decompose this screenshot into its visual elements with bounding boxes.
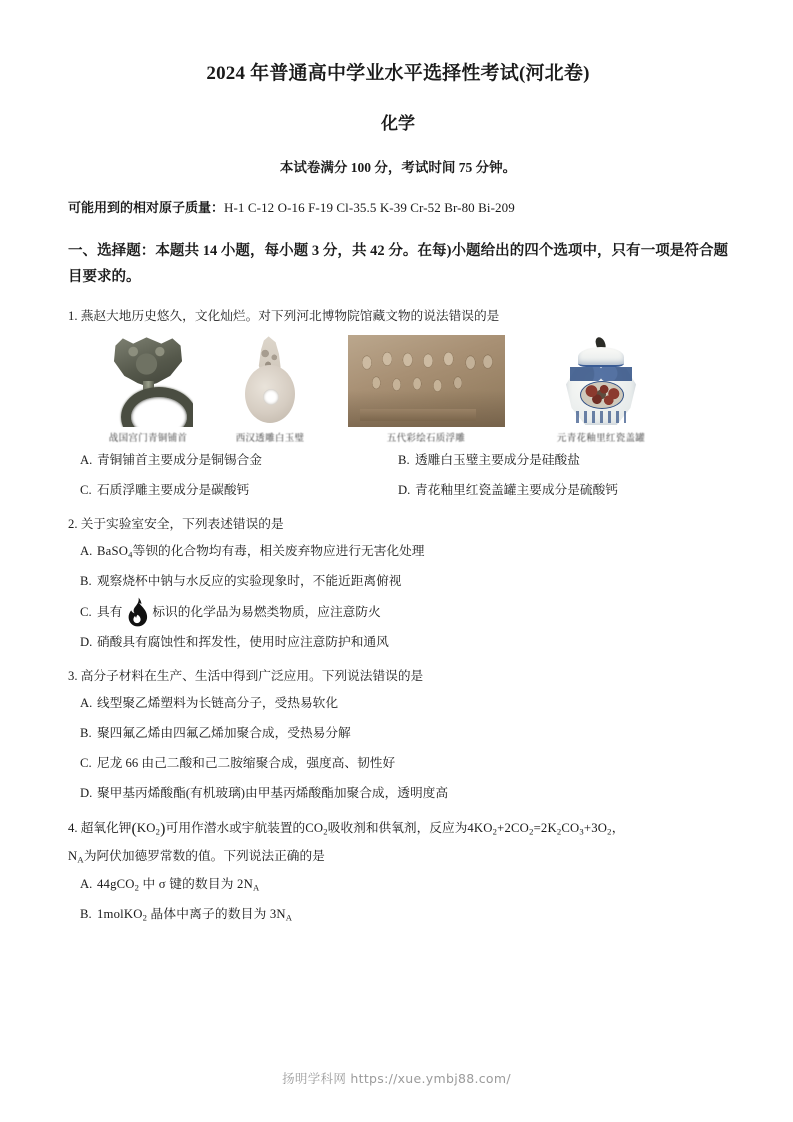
option-a-label: A.	[80, 696, 93, 711]
question-1-options	[68, 446, 728, 506]
option-b-text: 观察烧杯中钠与水反应的实验现象时，不能近距离俯视	[97, 574, 402, 589]
page-title: 2024 年普通高中学业水平选择性考试(河北卷)	[206, 63, 590, 84]
figure-stone-relief	[326, 335, 526, 444]
question-4-number: 4.	[68, 820, 78, 835]
relative-atomic-mass-label: 可能用到的相对原子质量：	[68, 199, 225, 215]
figure-caption-4: 元青花釉里红瓷盖罐	[556, 434, 646, 445]
question-4-stem-text-d: ，	[611, 820, 625, 835]
option-d-label: D.	[398, 483, 411, 498]
jar-lid	[578, 347, 624, 367]
option-a-label: A.	[80, 877, 93, 892]
question-3-option-c	[68, 749, 728, 779]
option-d-text: 聚甲基丙烯酸酯(有机玻璃)由甲基丙烯酸酯加聚合成，透明度高	[97, 785, 449, 800]
question-2-option-d	[68, 628, 728, 658]
figure-caption-2: 西汉透雕白玉璧	[235, 434, 305, 445]
option-c-text: 石质浮雕主要成分是碳酸钙	[97, 483, 250, 498]
question-3-option-d	[68, 779, 728, 809]
bronze-door-knocker-image	[103, 335, 193, 427]
option-a-label: A.	[80, 544, 93, 559]
question-3-option-a	[68, 689, 728, 719]
option-c-text: 尼龙 66 由己二酸和己二胺缩聚合成，强度高、韧性好	[97, 755, 396, 770]
figure-caption-1: 战国宫门青铜铺首	[108, 434, 188, 445]
option-a-formula	[97, 544, 133, 558]
question-1-stem-text: 燕赵大地历史悠久，文化灿烂。对下列河北博物院馆藏文物的说法错误的是	[80, 308, 500, 323]
question-2-option-b	[68, 567, 728, 597]
option-b-label: B.	[80, 574, 92, 589]
option-a-text: 青铜铺首主要成分是铜锡合金	[97, 453, 262, 468]
page-content	[68, 62, 728, 936]
figure-caption-3: 五代彩绘石质浮雕	[386, 434, 466, 445]
option-a-text: 线型聚乙烯塑料为长链高分子，受热易软化	[97, 696, 339, 711]
question-1-figure-row	[68, 335, 728, 444]
figure-bronze-door-knocker	[82, 335, 214, 444]
option-b-label: B.	[80, 726, 92, 741]
question-3-stem	[68, 664, 728, 689]
question-1-option-b	[398, 446, 728, 476]
question-4-option-b	[68, 900, 728, 930]
question-2	[68, 512, 728, 658]
option-b-label: B.	[80, 907, 92, 922]
blue-white-porcelain-jar-image	[558, 335, 644, 427]
option-a-label: A.	[80, 453, 93, 468]
relief-base-platform	[360, 409, 476, 421]
avogadro-symbol: $N_A$	[68, 848, 84, 864]
question-2-stem	[68, 512, 728, 537]
jar-base-decoration	[576, 411, 626, 423]
question-3	[68, 664, 728, 809]
footer-watermark: 扬明学科网 https://xue.ymbj88.com/	[282, 1071, 511, 1086]
option-b-text: 透雕白玉璧主要成分是硅酸盐	[415, 453, 580, 468]
section-heading-multiple-choice: 一、选择题：本题共 14 小题，每小题 3 分，共 42 分。在每)小题给出的四个选项中，只有一项是符合题目要求的。	[68, 243, 728, 285]
relative-atomic-mass-line	[68, 198, 728, 218]
question-4-stem-line-1	[68, 815, 728, 843]
option-d-label: D.	[80, 785, 93, 800]
option-c-label: C.	[80, 483, 92, 498]
question-1	[68, 304, 728, 506]
option-c-text-after: 标识的化学品为易燃类物质，应注意防火	[152, 605, 381, 620]
question-3-number: 3.	[68, 668, 78, 683]
option-a-text: 等钡的化合物均有毒，相关废弃物应进行无害化处理	[132, 544, 425, 559]
question-2-stem-text: 关于实验室安全，下列表述错误的是	[80, 517, 284, 532]
figure-jade-bi-disc	[214, 335, 326, 444]
relative-atomic-mass-values: H-1 C-12 O-16 F-19 Cl-35.5 K-39 Cr-52 Br-80 Bi-209	[224, 199, 515, 215]
question-4-stem-text-c: 吸收剂和供氧剂，反应为	[327, 820, 468, 835]
question-3-stem-text: 高分子材料在生产、生活中得到广泛应用。下列说法错误的是	[80, 668, 424, 683]
figure-blue-white-porcelain-jar	[526, 335, 676, 444]
question-2-option-a	[68, 537, 728, 567]
question-4-option-a	[68, 870, 728, 900]
stone-relief-image	[348, 335, 505, 427]
question-2-number: 2.	[68, 517, 78, 532]
question-4-stem-text-b: 可用作潜水或宇航装置的	[165, 820, 306, 835]
option-b-text: 1molKO$_2$ 晶体中离子的数目为 $3N_A$	[97, 907, 293, 923]
question-1-stem	[68, 304, 728, 329]
question-3-option-b	[68, 719, 728, 749]
subject-title: 化学	[381, 113, 415, 133]
question-4-stem-text-a: 超氧化钾	[80, 820, 132, 835]
question-1-option-c	[68, 476, 398, 506]
question-4-reaction-equation: $4KO_2+2CO_2=2K_2CO_3+3O_2$	[467, 820, 612, 836]
option-b-text: 聚四氟乙烯由四氟乙烯加聚合成，受热易分解	[97, 726, 351, 741]
knocker-ring	[121, 387, 193, 427]
question-1-number: 1.	[68, 308, 78, 323]
formula-baso-base: BaSO	[97, 544, 129, 559]
question-4	[68, 815, 728, 931]
exam-meta-line: 本试卷满分 100 分，考试时间 75 分钟。	[279, 159, 517, 175]
option-d-text: 青花釉里红瓷盖罐主要成分是硫酸钙	[415, 483, 618, 498]
question-4-stem-line-2	[68, 843, 728, 871]
option-b-label: B.	[398, 453, 410, 468]
option-c-label: C.	[80, 755, 92, 770]
question-1-option-a	[68, 446, 398, 476]
jar-shoulder-decoration	[570, 367, 632, 381]
question-4-stem-text-line2: 为阿伏加德罗常数的值。下列说法正确的是	[83, 848, 325, 863]
question-4-formula-co2: $CO_2$	[305, 820, 328, 836]
flame-icon	[124, 597, 150, 627]
question-4-formula-ko2: $(KO_2)$	[131, 819, 166, 837]
option-c-label: C.	[80, 605, 92, 620]
question-1-option-d	[398, 476, 728, 506]
option-d-label: D.	[80, 634, 93, 649]
formula-baso-subscript: 4	[128, 549, 133, 560]
jade-bi-disc-image	[241, 335, 299, 427]
option-c-text-before: 具有	[97, 605, 123, 620]
option-a-text: 44gCO$_2$ 中 σ 键的数目为 $2N_A$	[97, 877, 260, 893]
question-2-option-c	[68, 597, 728, 628]
option-d-text: 硝酸具有腐蚀性和挥发性，使用时应注意防护和通风	[97, 634, 389, 649]
